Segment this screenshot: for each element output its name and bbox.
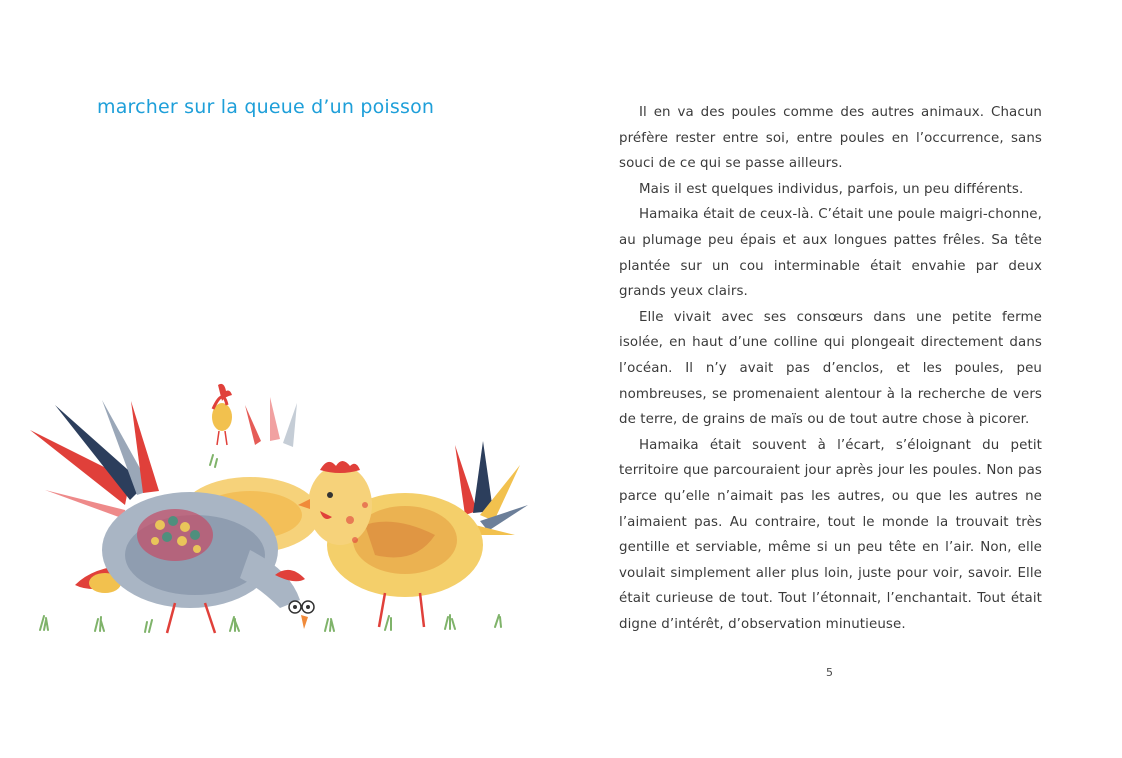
paragraph: Mais il est quelques individus, parfois, un peu différents.: [639, 181, 1024, 197]
paragraph: Hamaika était de ceux-là. C’était une poule maigri-chonne, au plumage peu épais et aux longues pattes frêles. Sa tête plantée sur un cou interminable était envahie par deux grands yeux clairs.: [619, 207, 1042, 300]
body-text: [619, 100, 1042, 637]
page-number: 5: [826, 666, 833, 679]
small-hen: [212, 384, 232, 445]
paragraph: Elle vivait avec ses consœurs dans une petite ferme isolée, en haut d’une colline qui plongeait directement dans l’océan. Il n’y avait pas d’enclos, et les poules, peu nombreuses, se promenaient alentour à la recherche de vers de terre, de grains de maïs ou de tout autre chose à picorer.: [619, 309, 1042, 428]
yellow-hen: [298, 441, 528, 627]
hens-illustration: [25, 375, 535, 640]
paragraph: Il en va des poules comme des autres animaux. Chacun préfère rester entre soi, entre poules en l’occurrence, sans souci de ce qui se passe ailleurs.: [619, 105, 1042, 172]
wing-pattern: [137, 509, 213, 561]
chapter-title: marcher sur la queue d’un poisson: [97, 96, 435, 118]
paragraph: Hamaika était souvent à l’écart, s’éloignant du petit territoire que parcouraient jour après jour les poules. Non pas parce qu’elle n’aimait pas les autres, ou que les autres ne l’aimaient pas. Au contraire, tout le monde la trouvait très gentille et serviable, même si un peu tête en l’air. Non, elle voulait simplement aller plus loin, juste pour voir, savoir. Elle était curieuse de tout. Tout l’étonnait, l’enchantait. Tout était digne d’intérêt, d’observation minutieuse.: [619, 437, 1042, 632]
